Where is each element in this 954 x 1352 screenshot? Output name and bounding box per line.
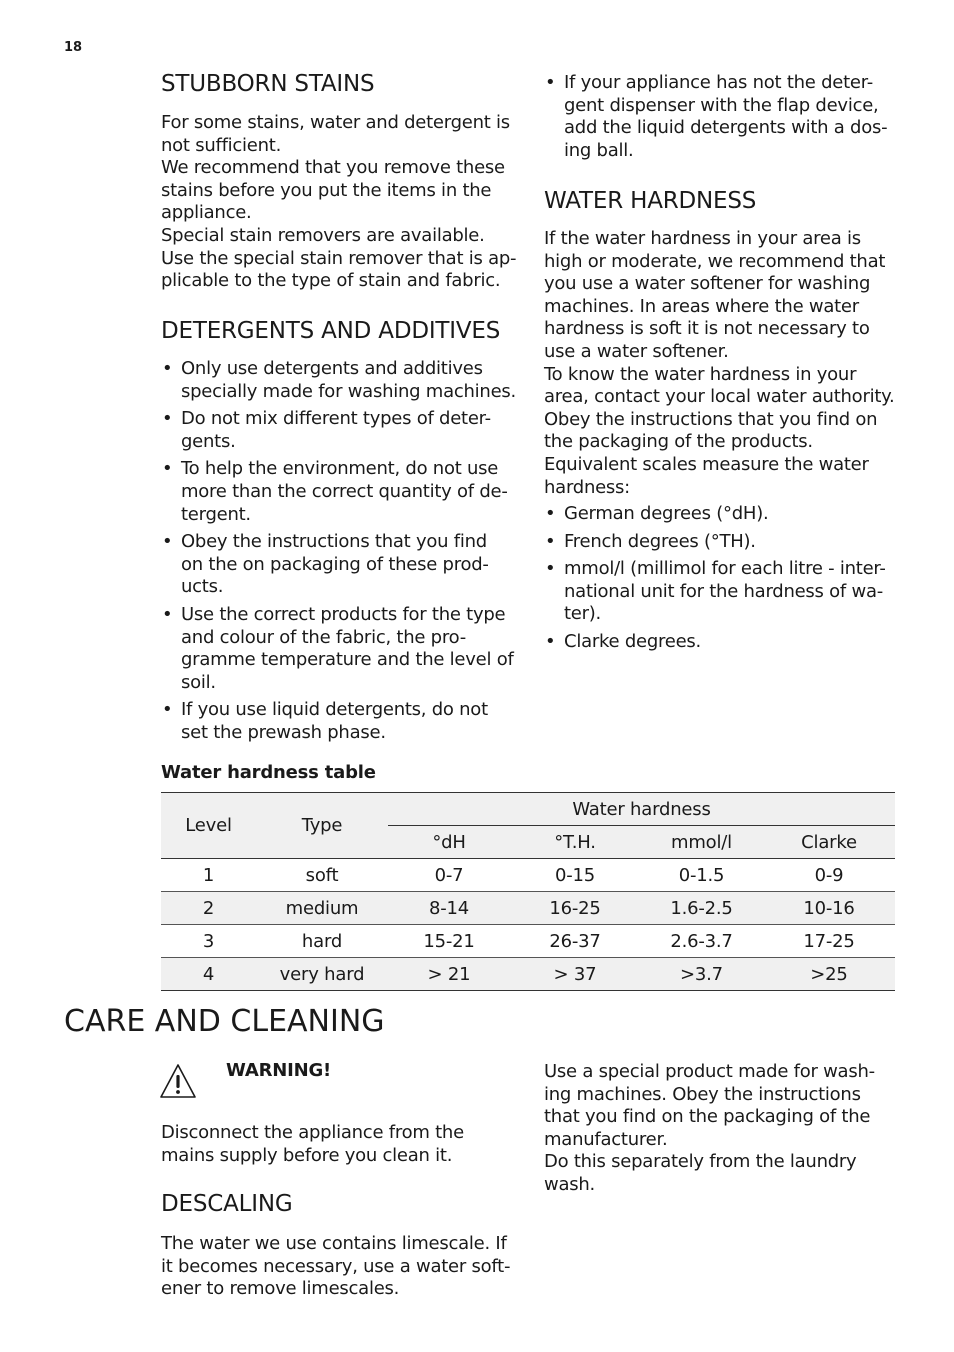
list-item: • German degrees (°dH). — [544, 503, 904, 526]
table-row — [161, 892, 895, 925]
header-unit-mmol: mmol/l — [640, 826, 763, 859]
header-type: Type — [256, 793, 388, 859]
descaling-text: The water we use contains limescale. If it becomes necessary, use a water soft- ener to remove limescales. — [161, 1233, 511, 1300]
list-item: • mmol/l (millimol for each litre - inter- national unit for the hardness of wa- ter). — [544, 558, 904, 626]
table-cell: 10-16 — [803, 897, 855, 919]
water-hardness-text: If the water hardness in your area is high or moderate, we recommend that you use a water softener for washing machines. In areas where the water hardness is soft it is not necessary to use a water softener. To know the water hardness in your area, contact your local water authority. Obey the instructions that you find on the packaging of the products. Equivalent scales measure the water hardness: — [544, 228, 895, 498]
table-cell: > 37 — [553, 963, 597, 985]
table-row — [161, 859, 895, 892]
list-item: • Do not mix different types of deter- gents. — [161, 408, 521, 453]
table-cell: 0-15 — [554, 864, 596, 886]
table-cell: 0-9 — [814, 864, 844, 886]
list-item: • Use the correct products for the type and colour of the fabric, the pro- gramme temperature and the level of soil. — [161, 604, 521, 694]
detergents-heading: DETERGENTS AND ADDITIVES — [161, 318, 501, 344]
list-item: • If you use liquid detergents, do not set the prewash phase. — [161, 699, 521, 744]
table-caption: Water hardness table — [161, 762, 376, 783]
list-item: • Clarke degrees. — [544, 631, 904, 654]
table-cell: 17-25 — [803, 930, 855, 952]
descaling-heading: DESCALING — [161, 1191, 293, 1217]
table-cell: hard — [301, 930, 343, 952]
care-and-cleaning-title: CARE AND CLEANING — [64, 1004, 385, 1039]
table-cell: >3.7 — [680, 963, 723, 985]
water-hardness-heading: WATER HARDNESS — [544, 188, 757, 214]
table-cell: 8-14 — [428, 897, 470, 919]
table-cell: 3 — [202, 930, 215, 952]
stubborn-stains-heading: STUBBORN STAINS — [161, 71, 375, 97]
table-cell: >25 — [810, 963, 848, 985]
header-water-hardness: Water hardness — [388, 793, 895, 826]
table-cell: very hard — [279, 963, 365, 985]
table-cell: 1.6-2.5 — [670, 897, 733, 919]
warning-triangle-icon — [159, 1063, 197, 1099]
hardness-scales-list — [544, 503, 904, 659]
table-cell: 26-37 — [549, 930, 601, 952]
table-cell: 15-21 — [423, 930, 475, 952]
table-row — [161, 958, 895, 991]
table-cell: medium — [285, 897, 359, 919]
detergents-list — [161, 358, 521, 750]
warning-label: WARNING! — [226, 1060, 332, 1081]
table-cell: 0-7 — [434, 864, 464, 886]
care-right-text: Use a special product made for wash- ing machines. Obey the instructions that you find on the packaging of the manufacturer. Do this separately from the laundry wash. — [544, 1061, 875, 1195]
table-cell: 0-1.5 — [678, 864, 725, 886]
table-cell: 4 — [202, 963, 215, 985]
table-cell: 16-25 — [549, 897, 601, 919]
table-cell: 2.6-3.7 — [670, 930, 733, 952]
list-item: • To help the environment, do not use more than the correct quantity of de- tergent. — [161, 458, 521, 526]
table-cell: 2 — [202, 897, 215, 919]
list-item: • If your appliance has not the deter- gent dispenser with the flap device, add the liquid detergents with a dos- ing ball. — [544, 72, 904, 162]
header-unit-clarke: Clarke — [763, 826, 895, 859]
table-row — [161, 925, 895, 958]
list-item: • French degrees (°TH). — [544, 531, 904, 554]
warning-text: Disconnect the appliance from the mains supply before you clean it. — [161, 1122, 464, 1166]
dosing-ball-list — [544, 72, 904, 167]
header-unit-th: °T.H. — [510, 826, 640, 859]
stubborn-stains-text: For some stains, water and detergent is not sufficient. We recommend that you remove these stains before you put the items in the appliance. Special stain removers are available. Use the special stain remover that is ap- plicable to the type of stain and fabric. — [161, 112, 517, 292]
list-item: • Only use detergents and additives specially made for washing machines. — [161, 358, 521, 403]
list-item: • Obey the instructions that you find on the on packaging of these prod- ucts. — [161, 531, 521, 599]
table-cell: soft — [305, 864, 339, 886]
page-number: 18 — [64, 40, 83, 55]
header-level: Level — [161, 793, 256, 859]
water-hardness-table — [161, 792, 895, 991]
table-cell: 1 — [202, 864, 215, 886]
table-cell: > 21 — [427, 963, 471, 985]
header-unit-dh: °dH — [388, 826, 510, 859]
